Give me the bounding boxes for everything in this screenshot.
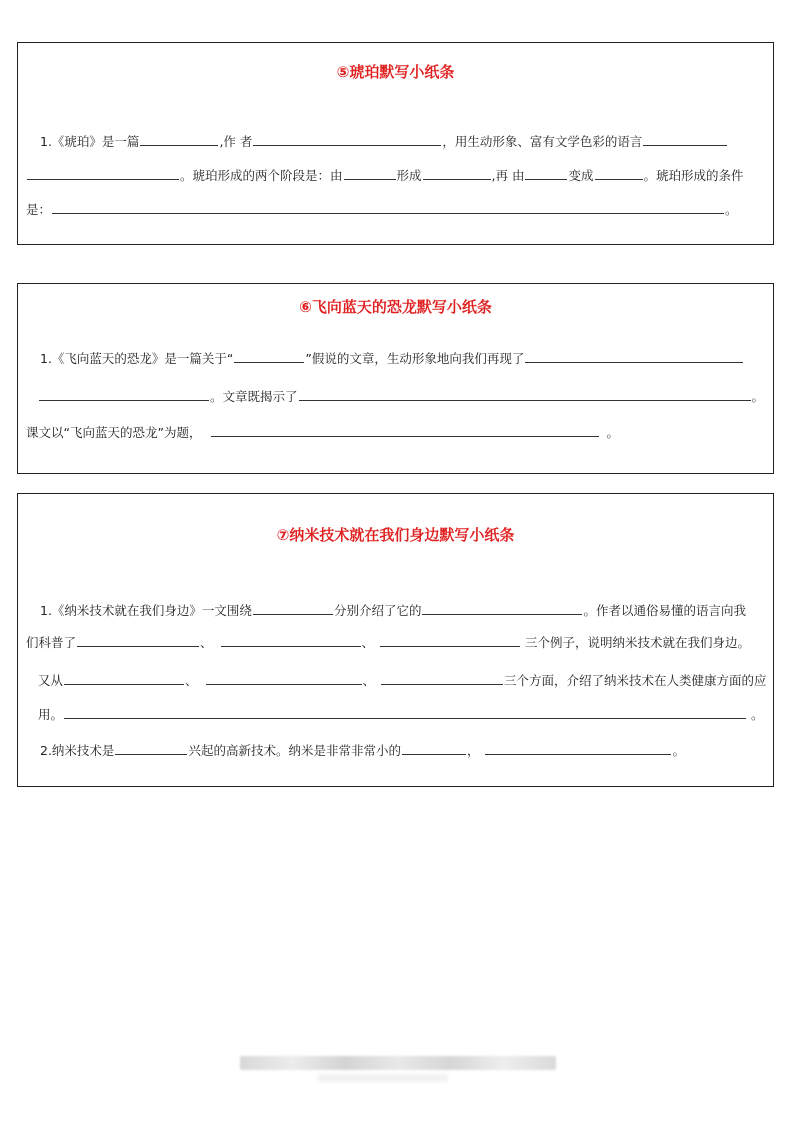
question-line xyxy=(40,133,728,150)
question-text: 变成 xyxy=(568,168,594,183)
fill-blank[interactable] xyxy=(344,167,396,180)
question-text: 1.《飞向蓝天的恐龙》是一篇关于“ xyxy=(40,351,234,366)
blurred-footer xyxy=(240,1056,556,1070)
fill-blank[interactable] xyxy=(253,133,441,146)
fill-blank[interactable] xyxy=(211,424,599,437)
fill-blank[interactable] xyxy=(140,133,218,146)
question-line xyxy=(26,424,619,441)
note-card-nanotech xyxy=(17,493,774,787)
fill-blank[interactable] xyxy=(77,634,199,647)
question-text: 。琥珀形成的条件 xyxy=(643,168,744,183)
fill-blank[interactable] xyxy=(64,672,184,685)
question-text: ,作 者 xyxy=(219,134,253,149)
question-text: 三个例子，说明纳米技术就在我们身边。 xyxy=(525,635,751,650)
question-text: 用。 xyxy=(38,707,64,722)
question-text: ，用生动形象、富有文学色彩的语言 xyxy=(442,134,643,149)
fill-blank[interactable] xyxy=(380,634,520,647)
question-text: 2.纳米技术是 xyxy=(40,743,115,758)
fill-blank[interactable] xyxy=(234,350,304,363)
question-text: 分别介绍了它的 xyxy=(333,603,422,618)
fill-blank[interactable] xyxy=(595,167,643,180)
question-line xyxy=(40,350,744,367)
fill-blank[interactable] xyxy=(27,167,179,180)
fill-blank[interactable] xyxy=(423,167,491,180)
question-line xyxy=(38,706,764,723)
question-text: 课文以“飞向蓝天的恐龙”为题， xyxy=(26,425,202,440)
question-text: 。 xyxy=(725,202,738,217)
question-text: 又从 xyxy=(38,673,64,688)
fill-blank[interactable] xyxy=(381,672,503,685)
fill-blank[interactable] xyxy=(206,672,362,685)
question-text: 兴起的高新技术。纳米是非常非常小的 xyxy=(188,743,401,758)
fill-blank[interactable] xyxy=(221,634,361,647)
question-text: 。作者以通俗易懂的语言向我 xyxy=(583,603,746,618)
question-text: 。 xyxy=(751,707,764,722)
question-text: 们科普了 xyxy=(26,635,77,650)
question-text: 。文章既揭示了 xyxy=(210,389,298,404)
note-card-dinosaur xyxy=(17,283,774,474)
question-line xyxy=(40,742,685,759)
fill-blank[interactable] xyxy=(39,388,209,401)
fill-blank[interactable] xyxy=(643,133,727,146)
question-text: 。 xyxy=(672,743,685,758)
question-text: 1.《纳米技术就在我们身边》一文围绕 xyxy=(40,603,252,618)
question-text: 、 xyxy=(185,673,198,688)
fill-blank[interactable] xyxy=(52,201,724,214)
fill-blank[interactable] xyxy=(115,742,187,755)
question-text: 三个方面，介绍了纳米技术在人类健康方面的应 xyxy=(504,673,767,688)
blurred-footer-sub xyxy=(318,1074,448,1082)
question-line xyxy=(26,167,744,184)
section-title: ⑥飞向蓝天的恐龙默写小纸条 xyxy=(299,298,492,316)
question-text: 、 xyxy=(362,673,376,688)
section-title: ⑤琥珀默写小纸条 xyxy=(336,63,455,81)
question-text: 是： xyxy=(26,202,52,217)
question-line xyxy=(38,388,764,405)
fill-blank[interactable] xyxy=(525,167,567,180)
question-text: 、 xyxy=(200,635,213,650)
question-line xyxy=(26,634,750,651)
question-text: 。 xyxy=(606,425,619,440)
question-text: 1.《琥珀》是一篇 xyxy=(40,134,140,149)
question-text: ”假说的文章，生动形象地向我们再现了 xyxy=(305,351,525,366)
question-text: 。琥珀形成的两个阶段是：由 xyxy=(180,168,343,183)
section-title: ⑦纳米技术就在我们身边默写小纸条 xyxy=(276,526,515,544)
fill-blank[interactable] xyxy=(402,742,466,755)
question-text: 。 xyxy=(751,389,765,404)
question-line xyxy=(26,201,738,218)
question-text: ， xyxy=(466,743,480,758)
fill-blank[interactable] xyxy=(64,706,746,719)
question-line xyxy=(38,672,767,689)
question-text: 形成 xyxy=(396,168,422,183)
question-text: ,再 由 xyxy=(491,168,525,183)
fill-blank[interactable] xyxy=(299,388,751,401)
question-line xyxy=(40,602,746,619)
fill-blank[interactable] xyxy=(485,742,671,755)
question-text: 、 xyxy=(361,635,375,650)
fill-blank[interactable] xyxy=(422,602,582,615)
fill-blank[interactable] xyxy=(253,602,333,615)
fill-blank[interactable] xyxy=(525,350,743,363)
note-card-amber xyxy=(17,42,774,245)
